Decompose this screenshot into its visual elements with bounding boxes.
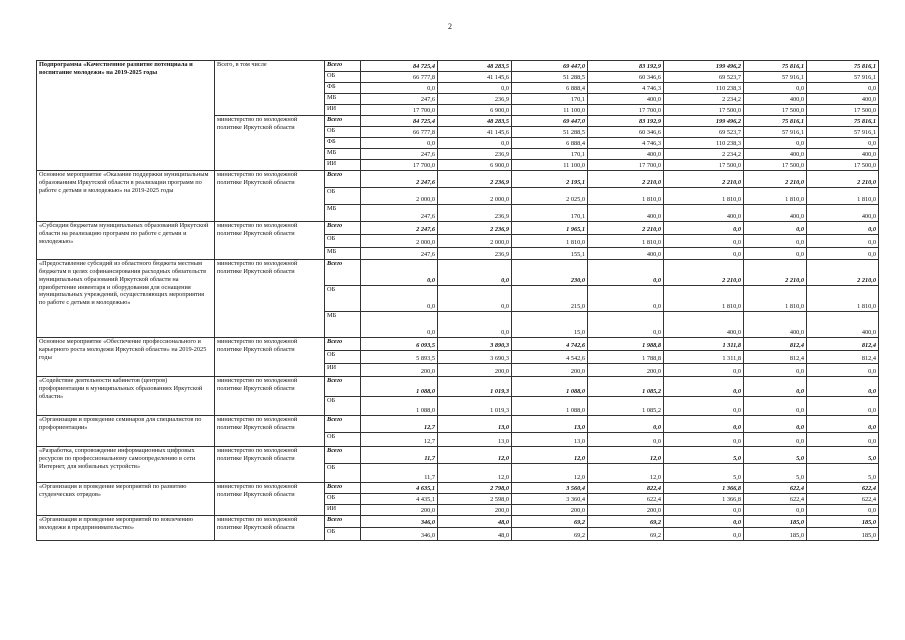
amount-cell: 400,0 [588, 248, 664, 260]
amount-cell: 13,0 [512, 416, 588, 433]
amount-cell: 400,0 [744, 205, 807, 222]
table-row [37, 516, 879, 528]
amount-cell: 400,0 [588, 205, 664, 222]
amount-cell: 400,0 [807, 312, 879, 338]
amount-cell: 4 435,1 [361, 494, 438, 505]
amount-cell: 12,0 [438, 464, 512, 483]
amount-cell: 0,0 [438, 286, 512, 312]
amount-cell: 1 088,0 [512, 397, 588, 416]
funding-source-cell: Всего [325, 516, 361, 528]
funding-source-cell: Всего [325, 222, 361, 235]
amount-cell: 170,1 [512, 149, 588, 160]
amount-cell: 0,0 [744, 416, 807, 433]
amount-cell: 4 746,3 [588, 138, 664, 149]
amount-cell: 5,0 [664, 447, 744, 464]
amount-cell: 1 311,8 [664, 338, 744, 351]
amount-cell: 0,0 [361, 138, 438, 149]
amount-cell: 3 890,3 [438, 338, 512, 351]
amount-cell: 200,0 [361, 364, 438, 377]
funding-source-cell: Всего [325, 447, 361, 464]
amount-cell: 75 816,1 [744, 116, 807, 127]
amount-cell: 1 810,0 [512, 235, 588, 248]
amount-cell: 5,0 [744, 447, 807, 464]
amount-cell: 69 523,7 [664, 72, 744, 83]
amount-cell: 400,0 [744, 312, 807, 338]
funding-source-cell: ОБ [325, 528, 361, 541]
amount-cell: 0,0 [588, 433, 664, 447]
amount-cell: 0,0 [807, 235, 879, 248]
amount-cell: 400,0 [807, 94, 879, 105]
funding-source-cell: ОБ [325, 235, 361, 248]
amount-cell: 170,1 [512, 94, 588, 105]
amount-cell: 200,0 [361, 505, 438, 516]
amount-cell: 69,2 [588, 516, 664, 528]
amount-cell: 236,9 [438, 94, 512, 105]
amount-cell: 400,0 [664, 312, 744, 338]
executor-cell: министерство по молодежной политике Иркутской области [215, 483, 325, 516]
activity-name-cell: «Организация и проведение семинаров для специалистов по профориентации» [37, 416, 215, 447]
executor-cell: министерство по молодежной политике Иркутской области [215, 116, 325, 171]
funding-source-cell: Всего [325, 171, 361, 188]
amount-cell: 41 145,6 [438, 127, 512, 138]
funding-source-cell: Всего [325, 338, 361, 351]
amount-cell: 0,0 [664, 516, 744, 528]
amount-cell: 0,0 [807, 433, 879, 447]
activity-name-cell: Подпрограмма «Качественное развитие потенциала и воспитание молодежи» на 2019-2025 годы [37, 61, 215, 171]
amount-cell: 48 283,5 [438, 116, 512, 127]
amount-cell: 400,0 [588, 149, 664, 160]
amount-cell: 2 234,2 [664, 149, 744, 160]
amount-cell: 1 810,0 [664, 286, 744, 312]
funding-source-cell: Всего [325, 416, 361, 433]
amount-cell: 2 598,0 [438, 494, 512, 505]
executor-cell: министерство по молодежной политике Иркутской области [215, 447, 325, 483]
amount-cell: 0,0 [807, 83, 879, 94]
funding-source-cell: МБ [325, 94, 361, 105]
amount-cell: 6 900,0 [438, 160, 512, 171]
amount-cell: 622,4 [807, 483, 879, 494]
funding-source-cell: МБ [325, 248, 361, 260]
amount-cell: 13,0 [438, 416, 512, 433]
amount-cell: 2 798,0 [438, 483, 512, 494]
amount-cell: 84 725,4 [361, 61, 438, 72]
amount-cell: 2 000,0 [361, 188, 438, 205]
amount-cell: 0,0 [807, 222, 879, 235]
amount-cell: 5,0 [807, 464, 879, 483]
amount-cell: 812,4 [807, 351, 879, 364]
amount-cell: 12,0 [438, 447, 512, 464]
amount-cell: 0,0 [744, 364, 807, 377]
amount-cell: 2 210,0 [664, 171, 744, 188]
executor-cell: министерство по молодежной политике Иркутской области [215, 377, 325, 416]
amount-cell: 622,4 [807, 494, 879, 505]
amount-cell: 69,2 [588, 528, 664, 541]
executor-cell: министерство по молодежной политике Иркутской области [215, 260, 325, 338]
executor-cell: Всего, в том числе [215, 61, 325, 116]
amount-cell: 12,7 [361, 433, 438, 447]
amount-cell: 1 088,0 [361, 397, 438, 416]
amount-cell: 0,0 [744, 433, 807, 447]
amount-cell: 0,0 [744, 377, 807, 397]
executor-cell: министерство по молодежной политике Иркутской области [215, 338, 325, 377]
amount-cell: 400,0 [664, 205, 744, 222]
funding-source-cell: ОБ [325, 127, 361, 138]
amount-cell: 2 195,1 [512, 171, 588, 188]
amount-cell: 0,0 [807, 138, 879, 149]
amount-cell: 3 690,3 [438, 351, 512, 364]
amount-cell: 1 810,0 [664, 188, 744, 205]
funding-source-cell: ИИ [325, 505, 361, 516]
amount-cell: 812,4 [744, 351, 807, 364]
amount-cell: 0,0 [664, 433, 744, 447]
amount-cell: 69 447,0 [512, 61, 588, 72]
amount-cell: 57 916,1 [744, 127, 807, 138]
amount-cell: 1 988,8 [588, 338, 664, 351]
amount-cell: 2 234,2 [664, 94, 744, 105]
amount-cell: 1 810,0 [744, 188, 807, 205]
amount-cell: 1 088,0 [361, 377, 438, 397]
executor-cell: министерство по молодежной политике Иркутской области [215, 416, 325, 447]
amount-cell: 0,0 [438, 83, 512, 94]
amount-cell: 17 500,0 [664, 105, 744, 116]
amount-cell: 6 093,5 [361, 338, 438, 351]
funding-source-cell: Всего [325, 260, 361, 286]
amount-cell: 48,0 [438, 528, 512, 541]
amount-cell: 200,0 [588, 364, 664, 377]
amount-cell: 0,0 [807, 364, 879, 377]
amount-cell: 66 777,8 [361, 72, 438, 83]
executor-cell: министерство по молодежной политике Иркутской области [215, 222, 325, 260]
amount-cell: 185,0 [744, 528, 807, 541]
amount-cell: 0,0 [361, 286, 438, 312]
amount-cell: 60 346,6 [588, 72, 664, 83]
amount-cell: 0,0 [807, 377, 879, 397]
amount-cell: 0,0 [438, 138, 512, 149]
amount-cell: 2 236,9 [438, 222, 512, 235]
amount-cell: 2 247,6 [361, 222, 438, 235]
activity-name-cell: «Содействие деятельности кабинетов (центров) профориентации в муниципальных образованиях Иркутской области» [37, 377, 215, 416]
amount-cell: 41 145,6 [438, 72, 512, 83]
amount-cell: 1 810,0 [588, 188, 664, 205]
amount-cell: 2 247,6 [361, 171, 438, 188]
funding-source-cell: ОБ [325, 286, 361, 312]
amount-cell: 185,0 [807, 516, 879, 528]
amount-cell: 2 000,0 [361, 235, 438, 248]
amount-cell: 0,0 [664, 222, 744, 235]
amount-cell: 1 085,2 [588, 377, 664, 397]
amount-cell: 4 542,6 [512, 351, 588, 364]
amount-cell: 75 816,1 [744, 61, 807, 72]
funding-source-cell: ОБ [325, 351, 361, 364]
amount-cell: 812,4 [807, 338, 879, 351]
amount-cell: 1 810,0 [588, 235, 664, 248]
funding-source-cell: ОБ [325, 464, 361, 483]
amount-cell: 75 816,1 [807, 116, 879, 127]
amount-cell: 0,0 [744, 235, 807, 248]
funding-source-cell: ОБ [325, 72, 361, 83]
amount-cell: 247,6 [361, 94, 438, 105]
amount-cell: 0,0 [664, 248, 744, 260]
funding-source-cell: Всего [325, 377, 361, 397]
funding-source-cell: Всего [325, 483, 361, 494]
amount-cell: 110 238,3 [664, 138, 744, 149]
amount-cell: 69,2 [512, 528, 588, 541]
amount-cell: 1 019,3 [438, 397, 512, 416]
amount-cell: 69 523,7 [664, 127, 744, 138]
amount-cell: 185,0 [744, 516, 807, 528]
amount-cell: 51 288,5 [512, 72, 588, 83]
amount-cell: 0,0 [438, 312, 512, 338]
amount-cell: 2 210,0 [744, 171, 807, 188]
amount-cell: 1 311,8 [664, 351, 744, 364]
amount-cell: 622,4 [588, 494, 664, 505]
activity-name-cell: «Организация и проведение мероприятий по вовлечению молодежи в предпринимательство» [37, 516, 215, 541]
amount-cell: 83 192,9 [588, 116, 664, 127]
amount-cell: 200,0 [588, 505, 664, 516]
amount-cell: 17 500,0 [744, 160, 807, 171]
amount-cell: 57 916,1 [807, 127, 879, 138]
amount-cell: 155,1 [512, 248, 588, 260]
amount-cell: 48 283,5 [438, 61, 512, 72]
funding-source-cell: ОБ [325, 188, 361, 205]
activity-name-cell: Основное мероприятие «Оказание поддержки муниципальным образованиям Иркутской области в реализации программ по работе с детьми и молодежью» на 2019-2025 годы [37, 171, 215, 222]
amount-cell: 346,0 [361, 528, 438, 541]
amount-cell: 12,0 [588, 464, 664, 483]
amount-cell: 1 085,2 [588, 397, 664, 416]
amount-cell: 5,0 [807, 447, 879, 464]
amount-cell: 0,0 [361, 312, 438, 338]
amount-cell: 200,0 [438, 505, 512, 516]
amount-cell: 6 888,4 [512, 138, 588, 149]
amount-cell: 0,0 [664, 235, 744, 248]
activity-name-cell: Основное мероприятие «Обеспечение профессионального и карьерного роста молодежи Иркутской области» на 2019-2025 годы [37, 338, 215, 377]
amount-cell: 15,0 [512, 312, 588, 338]
funding-source-cell: Всего [325, 61, 361, 72]
amount-cell: 0,0 [664, 416, 744, 433]
amount-cell: 2 025,0 [512, 188, 588, 205]
amount-cell: 2 236,9 [438, 171, 512, 188]
funding-source-cell: МБ [325, 205, 361, 222]
amount-cell: 812,4 [744, 338, 807, 351]
amount-cell: 13,0 [438, 433, 512, 447]
amount-cell: 400,0 [807, 149, 879, 160]
amount-cell: 17 700,0 [588, 160, 664, 171]
amount-cell: 1 366,8 [664, 483, 744, 494]
amount-cell: 0,0 [664, 364, 744, 377]
amount-cell: 11 100,0 [512, 105, 588, 116]
amount-cell: 13,0 [512, 433, 588, 447]
amount-cell: 400,0 [588, 94, 664, 105]
amount-cell: 200,0 [438, 364, 512, 377]
amount-cell: 11,7 [361, 447, 438, 464]
executor-cell: министерство по молодежной политике Иркутской области [215, 516, 325, 541]
amount-cell: 110 238,3 [664, 83, 744, 94]
amount-cell: 0,0 [664, 377, 744, 397]
table-row [37, 377, 879, 397]
amount-cell: 75 816,1 [807, 61, 879, 72]
amount-cell: 17 500,0 [807, 105, 879, 116]
amount-cell: 400,0 [744, 149, 807, 160]
amount-cell: 0,0 [807, 416, 879, 433]
amount-cell: 60 346,6 [588, 127, 664, 138]
amount-cell: 0,0 [588, 416, 664, 433]
amount-cell: 2 210,0 [664, 260, 744, 286]
funding-source-cell: ОБ [325, 397, 361, 416]
amount-cell: 69 447,0 [512, 116, 588, 127]
activity-name-cell: «Субсидии бюджетам муниципальных образований Иркутской области на реализацию программ по работе с детьми и молодежью» [37, 222, 215, 260]
amount-cell: 84 725,4 [361, 116, 438, 127]
amount-cell: 66 777,8 [361, 127, 438, 138]
amount-cell: 12,0 [512, 464, 588, 483]
amount-cell: 0,0 [744, 248, 807, 260]
amount-cell: 3 560,4 [512, 483, 588, 494]
amount-cell: 0,0 [807, 397, 879, 416]
amount-cell: 199 496,2 [664, 116, 744, 127]
amount-cell: 1 810,0 [807, 188, 879, 205]
amount-cell: 4 635,1 [361, 483, 438, 494]
table-row [37, 171, 879, 188]
amount-cell: 0,0 [588, 312, 664, 338]
amount-cell: 230,0 [512, 260, 588, 286]
amount-cell: 69,2 [512, 516, 588, 528]
amount-cell: 247,6 [361, 205, 438, 222]
amount-cell: 2 210,0 [744, 260, 807, 286]
table-row [37, 483, 879, 494]
funding-source-cell: Всего [325, 116, 361, 127]
amount-cell: 170,1 [512, 205, 588, 222]
funding-source-cell: ФБ [325, 83, 361, 94]
amount-cell: 51 288,5 [512, 127, 588, 138]
table-row [37, 416, 879, 433]
amount-cell: 1 788,8 [588, 351, 664, 364]
amount-cell: 6 888,4 [512, 83, 588, 94]
amount-cell: 83 192,9 [588, 61, 664, 72]
activity-name-cell: «Организация и проведение мероприятий по развитию студенческих отрядов» [37, 483, 215, 516]
amount-cell: 215,0 [512, 286, 588, 312]
amount-cell: 0,0 [744, 83, 807, 94]
amount-cell: 822,4 [588, 483, 664, 494]
amount-cell: 247,6 [361, 248, 438, 260]
amount-cell: 4 742,6 [512, 338, 588, 351]
amount-cell: 1 088,0 [512, 377, 588, 397]
amount-cell: 3 360,4 [512, 494, 588, 505]
amount-cell: 0,0 [744, 138, 807, 149]
amount-cell: 622,4 [744, 494, 807, 505]
budget-table [36, 60, 879, 541]
amount-cell: 2 210,0 [807, 260, 879, 286]
activity-name-cell: «Разработка, сопровождение информационных цифровых ресурсов по профессиональному самоопределению в сети Интернет, для мобильных устройств» [37, 447, 215, 483]
table-row [37, 338, 879, 351]
funding-source-cell: ОБ [325, 494, 361, 505]
page-number: 2 [448, 22, 452, 31]
amount-cell: 0,0 [361, 83, 438, 94]
amount-cell: 2 210,0 [807, 171, 879, 188]
amount-cell: 346,0 [361, 516, 438, 528]
amount-cell: 17 700,0 [361, 105, 438, 116]
table-row [37, 222, 879, 235]
amount-cell: 200,0 [512, 505, 588, 516]
amount-cell: 57 916,1 [807, 72, 879, 83]
amount-cell: 0,0 [664, 528, 744, 541]
amount-cell: 11,7 [361, 464, 438, 483]
amount-cell: 236,9 [438, 205, 512, 222]
table-row [37, 61, 879, 72]
funding-source-cell: ФБ [325, 138, 361, 149]
table-row [37, 260, 879, 286]
amount-cell: 236,9 [438, 149, 512, 160]
amount-cell: 2 000,0 [438, 235, 512, 248]
amount-cell: 0,0 [744, 222, 807, 235]
amount-cell: 0,0 [588, 286, 664, 312]
executor-cell: министерство по молодежной политике Иркутской области [215, 171, 325, 222]
amount-cell: 0,0 [361, 260, 438, 286]
amount-cell: 17 500,0 [744, 105, 807, 116]
amount-cell: 0,0 [744, 397, 807, 416]
amount-cell: 4 746,3 [588, 83, 664, 94]
funding-source-cell: МБ [325, 312, 361, 338]
amount-cell: 2 000,0 [438, 188, 512, 205]
amount-cell: 0,0 [807, 248, 879, 260]
amount-cell: 1 965,1 [512, 222, 588, 235]
amount-cell: 5,0 [664, 464, 744, 483]
amount-cell: 0,0 [744, 505, 807, 516]
amount-cell: 0,0 [807, 505, 879, 516]
amount-cell: 11 100,0 [512, 160, 588, 171]
amount-cell: 0,0 [588, 260, 664, 286]
amount-cell: 1 366,8 [664, 494, 744, 505]
funding-source-cell: ИИ [325, 105, 361, 116]
funding-source-cell: МБ [325, 149, 361, 160]
amount-cell: 622,4 [744, 483, 807, 494]
amount-cell: 0,0 [664, 505, 744, 516]
amount-cell: 0,0 [438, 260, 512, 286]
table-row [37, 447, 879, 464]
amount-cell: 5,0 [744, 464, 807, 483]
amount-cell: 17 700,0 [361, 160, 438, 171]
amount-cell: 400,0 [744, 94, 807, 105]
amount-cell: 400,0 [807, 205, 879, 222]
amount-cell: 12,7 [361, 416, 438, 433]
amount-cell: 2 210,0 [588, 171, 664, 188]
amount-cell: 1 810,0 [807, 286, 879, 312]
amount-cell: 1 810,0 [744, 286, 807, 312]
amount-cell: 48,0 [438, 516, 512, 528]
amount-cell: 6 900,0 [438, 105, 512, 116]
funding-source-cell: ИИ [325, 364, 361, 377]
amount-cell: 1 019,3 [438, 377, 512, 397]
funding-source-cell: ИИ [325, 160, 361, 171]
amount-cell: 199 496,2 [664, 61, 744, 72]
amount-cell: 200,0 [512, 364, 588, 377]
amount-cell: 2 210,0 [588, 222, 664, 235]
amount-cell: 185,0 [807, 528, 879, 541]
amount-cell: 5 893,5 [361, 351, 438, 364]
funding-source-cell: ОБ [325, 433, 361, 447]
activity-name-cell: «Предоставление субсидий из областного бюджета местным бюджетам в целях софинансирования расходных обязательств муниципальных образований Иркутской области на приобретение инвентаря и оборудования для оснащения муниципальных учреждений, осуществляющих мероприятия по работе с детьми и молодежью» [37, 260, 215, 338]
amount-cell: 17 500,0 [807, 160, 879, 171]
amount-cell: 236,9 [438, 248, 512, 260]
amount-cell: 12,0 [588, 447, 664, 464]
amount-cell: 17 700,0 [588, 105, 664, 116]
amount-cell: 12,0 [512, 447, 588, 464]
amount-cell: 0,0 [664, 397, 744, 416]
amount-cell: 247,6 [361, 149, 438, 160]
amount-cell: 17 500,0 [664, 160, 744, 171]
amount-cell: 57 916,1 [744, 72, 807, 83]
